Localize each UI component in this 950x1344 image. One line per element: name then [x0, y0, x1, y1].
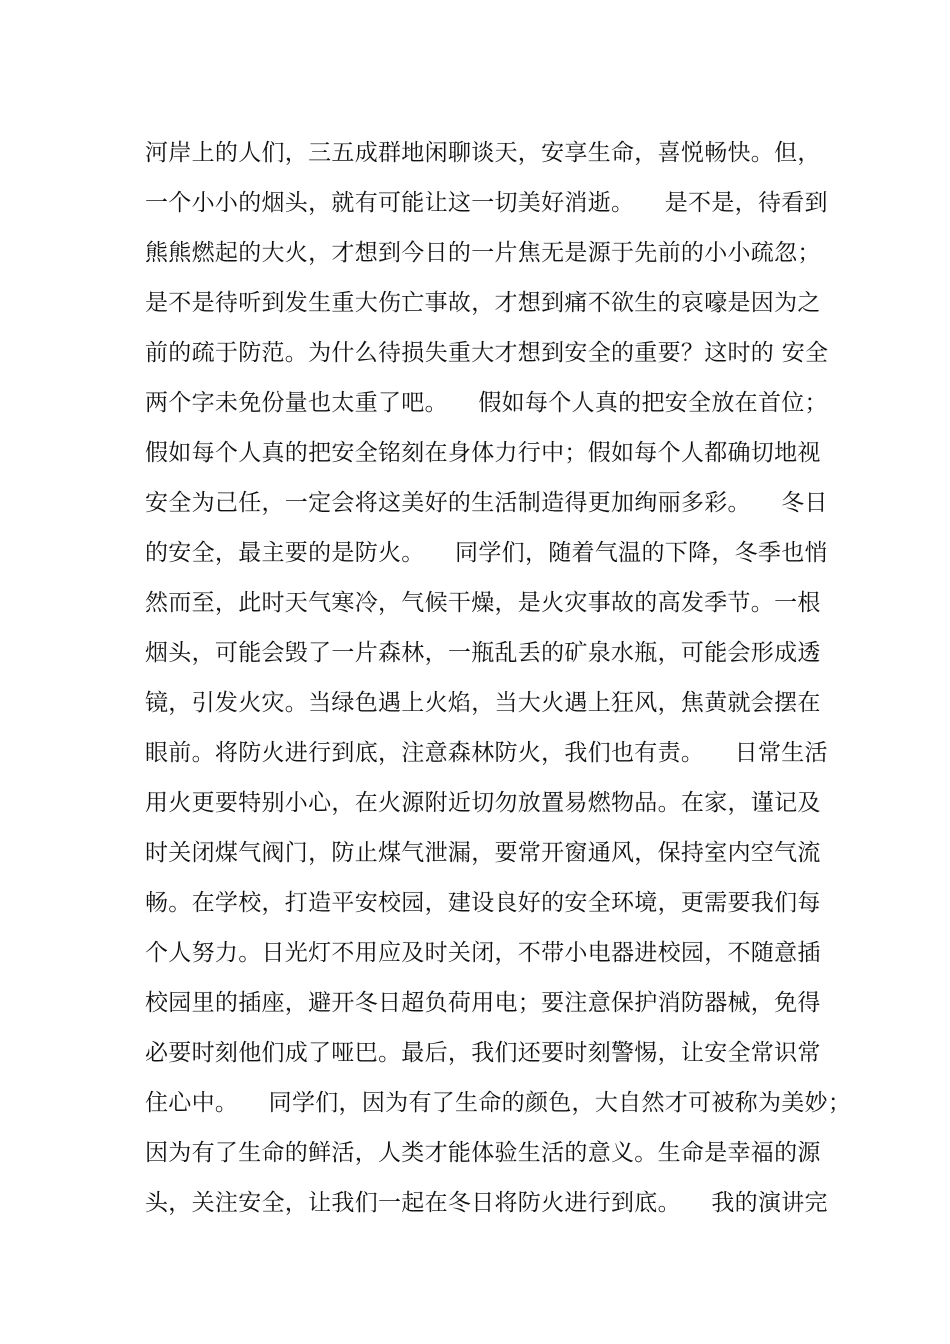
text-line: 的安全，最主要的是防火。 同学们，随着气温的下降，冬季也悄 — [145, 540, 828, 566]
text-line: 两个字未免份量也太重了吧。 假如每个人真的把安全放在首位； — [145, 390, 828, 416]
text-line: 烟头，可能会毁了一片森林，一瓶乱丢的矿泉水瓶，可能会形成透 — [145, 640, 821, 666]
text-line: 镜，引发火灾。当绿色遇上火焰，当大火遇上狂风，焦黄就会摆在 — [145, 690, 821, 716]
text-line: 个人努力。日光灯不用应及时关闭，不带小电器进校园，不随意插 — [145, 940, 821, 966]
text-line: 时关闭煤气阀门，防止煤气泄漏，要常开窗通风，保持室内空气流 — [145, 840, 821, 866]
text-line: 假如每个人真的把安全铭刻在身体力行中；假如每个人都确切地视 — [145, 440, 821, 466]
text-line: 安全为己任，一定会将这美好的生活制造得更加绚丽多彩。 冬日 — [145, 490, 828, 516]
text-line: 是不是待听到发生重大伤亡事故，才想到痛不欲生的哀嚎是因为之 — [145, 290, 821, 316]
body-text — [145, 128, 852, 1228]
text-line: 畅。在学校，打造平安校园，建设良好的安全环境，更需要我们每 — [145, 890, 821, 916]
text-line: 前的疏于防范。为什么待损失重大才想到安全的重要？这时的 安全 — [145, 340, 829, 366]
text-line: 因为有了生命的鲜活，人类才能体验生活的意义。生命是幸福的源 — [145, 1140, 821, 1166]
text-line: 头，关注安全，让我们一起在冬日将防火进行到底。 我的演讲完 — [145, 1190, 828, 1216]
text-line: 校园里的插座，避开冬日超负荷用电；要注意保护消防器械，免得 — [145, 990, 821, 1016]
text-line: 河岸上的人们，三五成群地闲聊谈天，安享生命，喜悦畅快。但， — [145, 140, 821, 166]
text-line: 一个小小的烟头，就有可能让这一切美好消逝。 是不是，待看到 — [145, 190, 828, 216]
text-line: 用火更要特别小心，在火源附近切勿放置易燃物品。在家，谨记及 — [145, 790, 821, 816]
text-line: 眼前。将防火进行到底，注意森林防火，我们也有责。 日常生活 — [145, 740, 828, 766]
text-line: 然而至，此时天气寒冷，气候干燥，是火灾事故的高发季节。一根 — [145, 590, 821, 616]
text-line: 住心中。 同学们，因为有了生命的颜色，大自然才可被称为美妙； — [145, 1090, 852, 1116]
text-line: 必要时刻他们成了哑巴。最后，我们还要时刻警惕，让安全常识常 — [145, 1040, 821, 1066]
text-line: 熊熊燃起的大火，才想到今日的一片焦无是源于先前的小小疏忽； — [145, 240, 821, 266]
